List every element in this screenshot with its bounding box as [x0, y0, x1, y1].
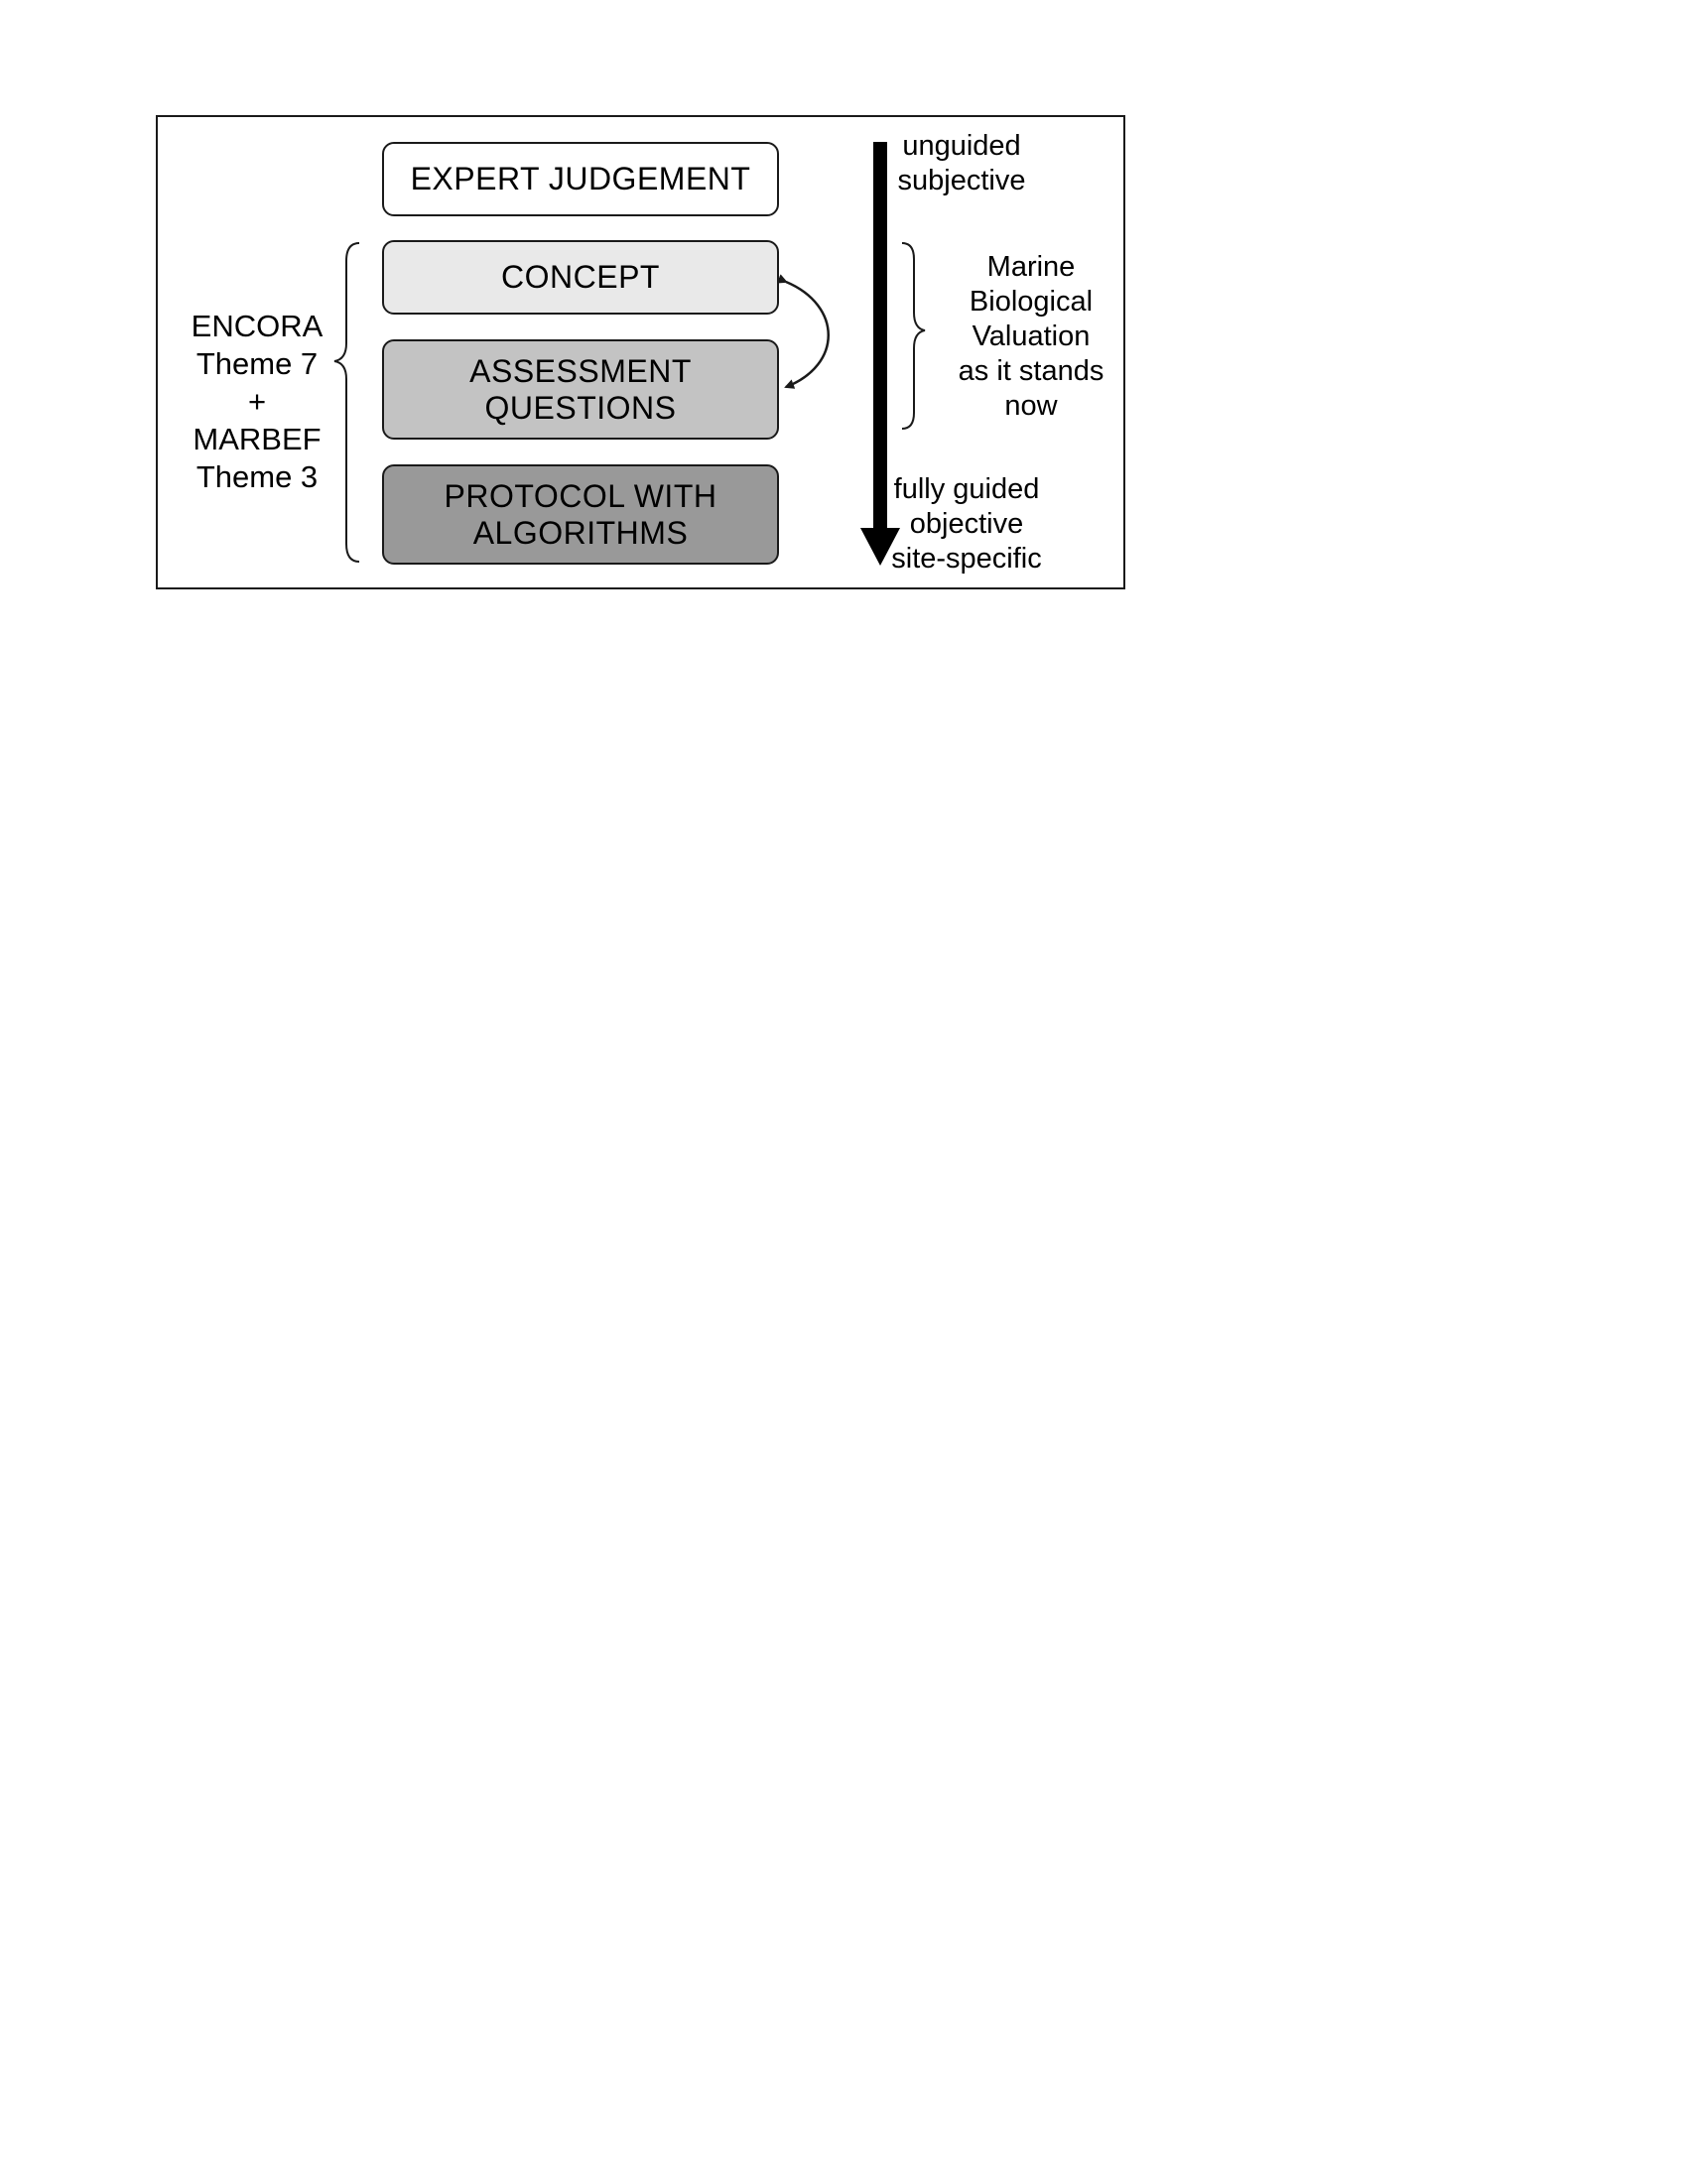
left-group-brace [334, 243, 359, 562]
left-group-line-1: ENCORA [191, 309, 324, 343]
right-group-line-5: now [1004, 390, 1058, 422]
scale-top-line-2: subjective [897, 165, 1026, 196]
right-group-brace [902, 243, 925, 429]
stage-protocol-label-line-1: PROTOCOL WITH [444, 477, 717, 514]
stage-assessment-label-line-2: QUESTIONS [484, 389, 677, 426]
stage-protocol-with-algorithms [382, 464, 779, 565]
concept-assessment-link [786, 282, 829, 387]
scale-bottom-line-2: objective [909, 508, 1024, 540]
scale-top-label [882, 129, 1041, 198]
left-group-line-2: Theme 7 [195, 346, 319, 381]
right-group-line-2: Biological [969, 286, 1094, 318]
right-group-line-1: Marine [986, 251, 1076, 283]
scale-top-line-1: unguided [902, 130, 1021, 162]
left-group-label [178, 308, 336, 496]
left-group-line-4: MARBEF [193, 422, 322, 456]
right-group-line-4: as it stands [958, 355, 1104, 387]
right-group-line-3: Valuation [972, 321, 1091, 352]
stage-protocol-label-line-2: ALGORITHMS [472, 514, 689, 551]
right-group-label [942, 250, 1120, 424]
scale-bottom-label [877, 472, 1056, 577]
scale-bottom-line-3: site-specific [891, 543, 1042, 575]
stage-expert-judgement-label: EXPERT JUDGEMENT [410, 161, 751, 196]
left-group-line-3: + [247, 384, 267, 419]
left-group-line-5: Theme 3 [195, 459, 319, 494]
stage-expert-judgement [382, 142, 779, 216]
diagram-frame [156, 115, 1125, 589]
stage-assessment-label-line-1: ASSESSMENT [469, 352, 692, 389]
stage-assessment-questions [382, 339, 779, 440]
scale-bottom-line-1: fully guided [893, 473, 1040, 505]
stage-concept [382, 240, 779, 315]
stage-concept-label: CONCEPT [501, 259, 660, 295]
